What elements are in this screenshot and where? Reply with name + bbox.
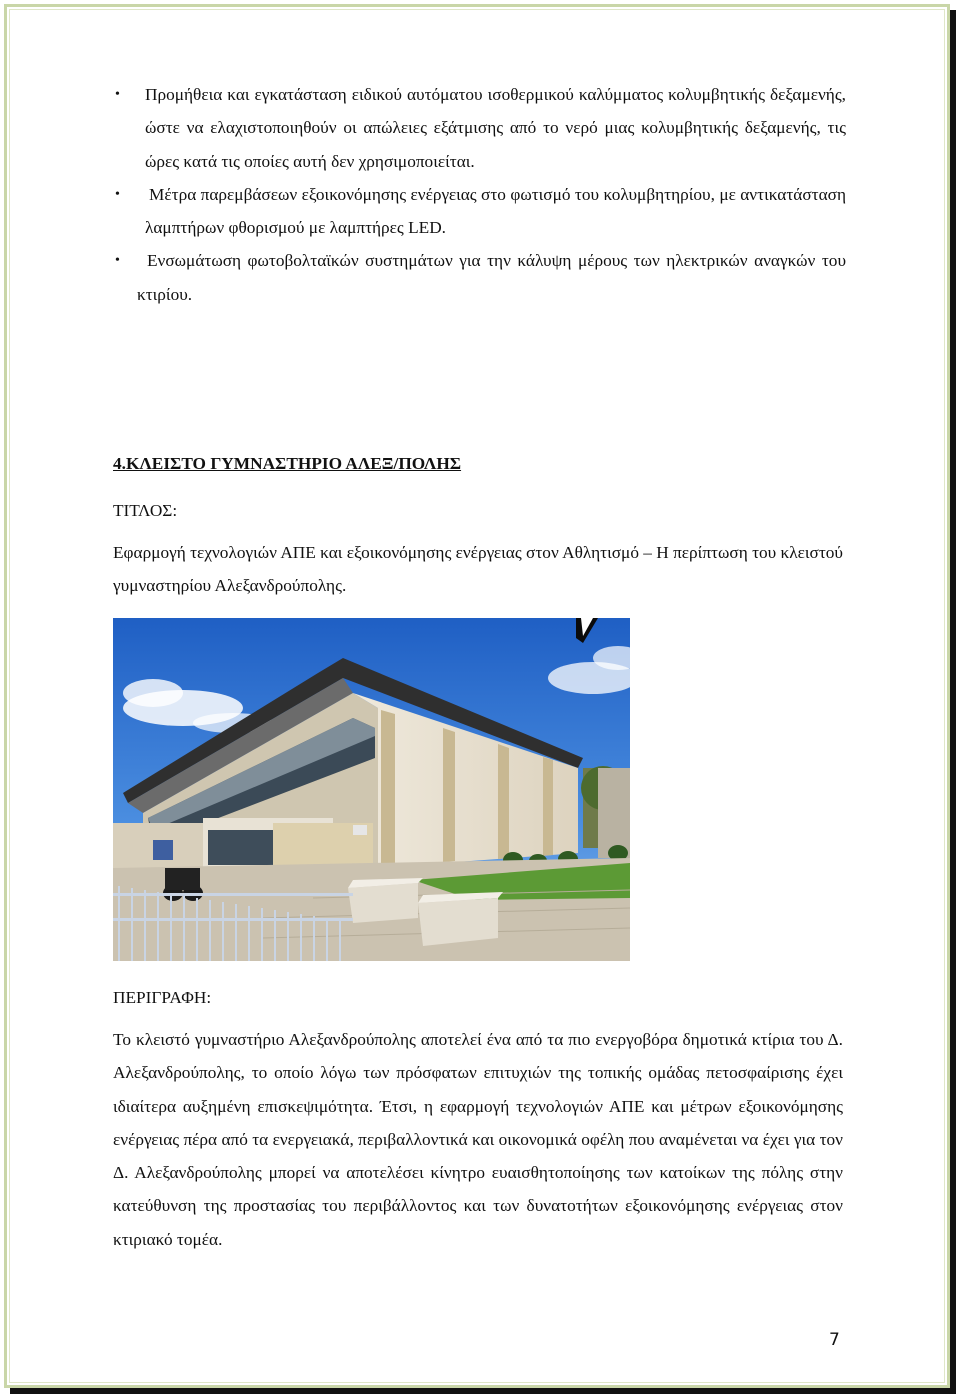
bullet-text-1: Προμήθεια και εγκατάσταση ειδικού αυτόματου ισοθερμικού καλύμματος κολυμβητικής δεξαμενής, ώστε να ελαχιστοποιηθούν οι απώλειες εξάτμισης από το νερό μιας κολυμβητικής δεξαμενής, τις ώρες κατά τις οποίες αυτή δεν χρησιμοποιείται. (145, 85, 846, 171)
description-label: ΠΕΡΙΓΡΑΦΗ: (113, 988, 212, 1007)
gym-building-photo (113, 618, 630, 961)
description-paragraph: Το κλειστό γυμναστήριο Αλεξανδρούπολης αποτελεί ένα από τα πιο ενεργοβόρα δημοτικά κτίρια του Δ. Αλεξανδρούπολης, το οποίο λόγω των πρόσφατων επιτυχιών της τοπικής ομάδας πετοσφαίρισης έχει ιδιαίτερα αυξημένη επισκεψιμότητα. Έτσι, η εφαρμογή τεχνολογιών ΑΠΕ και μέτρων εξοικονόμησης ενέργειας πέρα από τα ενεργειακά, περιβαλλοντικά και οικονομικά οφέλη που αναμένεται να έχει για τον Δ. Αλεξανδρούπολης μπορεί να αποτελέσει κίνητρο ευαισθητοποίησης των κατοίκων της πόλης στην κατεύθυνση της προστασίας του περιβάλλοντος και των δυνατοτήτων εξοικονόμησης ενέργειας στον κτιριακό τομέα. (113, 1030, 843, 1249)
bullet-item-3 (100, 244, 846, 311)
bullet-text-3: Ενσωμάτωση φωτοβολταϊκών συστημάτων για την κάλυψη μέρους των ηλεκτρικών αναγκών του κτιρίου. (137, 251, 846, 304)
title-label: ΤΙΤΛΟΣ: (113, 501, 178, 520)
bullet-text-2: Μέτρα παρεμβάσεων εξοικονόμησης ενέργειας στο φωτισμό του κολυμβητηρίου, με αντικατάσταση λαμπτήρων φθορισμού με λαμπτήρες LED. (145, 184, 846, 238)
page-shadow-bottom (10, 1388, 956, 1394)
bullet-symbol: • (115, 87, 120, 102)
bullet-item-2 (100, 178, 846, 245)
bullet-list (100, 78, 846, 311)
page-shadow-right (950, 10, 956, 1392)
bullet-symbol: • (115, 186, 120, 202)
bullet-item-1 (100, 78, 846, 178)
page-number: 7 (829, 1330, 840, 1350)
section-heading: 4.ΚΛΕΙΣΤΟ ΓΥΜΝΑΣΤΗΡΙΟ ΑΛΕΞ/ΠΟΛΗΣ (113, 454, 462, 473)
bullet-symbol: • (115, 253, 120, 269)
title-paragraph: Εφαρμογή τεχνολογιών ΑΠΕ και εξοικονόμησης ενέργειας στον Αθλητισμό – Η περίπτωση του κλειστού γυμναστηρίου Αλεξανδρούπολης. (113, 543, 843, 596)
